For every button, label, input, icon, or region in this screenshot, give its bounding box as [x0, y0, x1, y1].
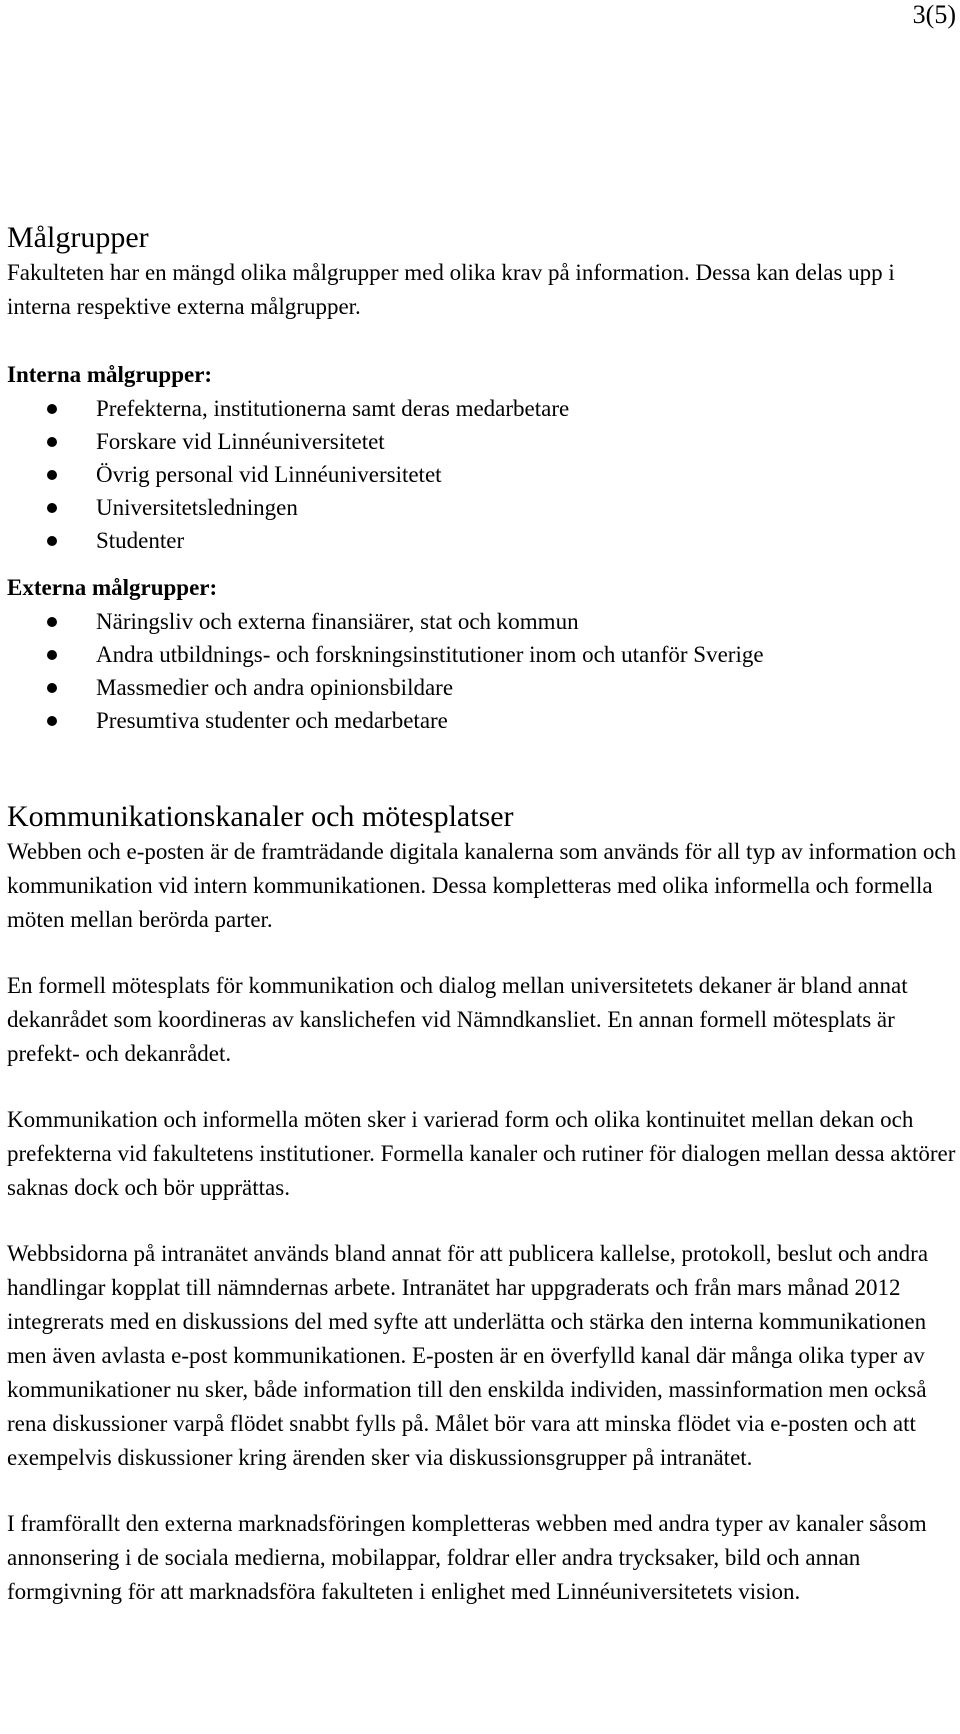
- bullet-icon: [47, 404, 57, 414]
- internal-groups-heading: Interna målgrupper:: [7, 362, 213, 387]
- list-item: Universitetsledningen: [7, 491, 957, 524]
- document-body: [7, 220, 957, 1609]
- bullet-icon: [47, 650, 57, 660]
- list-item: Studenter: [7, 524, 957, 557]
- list-item: Forskare vid Linnéuniversitetet: [7, 425, 957, 458]
- bullet-icon: [47, 683, 57, 693]
- malgrupper-heading: Målgrupper: [7, 221, 149, 254]
- kanaler-heading: Kommunikationskanaler och mötesplatser: [7, 800, 514, 833]
- list-item: Andra utbildnings- och forskningsinstitutioner inom och utanför Sverige: [7, 638, 957, 671]
- bullet-icon: [47, 536, 57, 546]
- kanaler-paragraph-1: Webben och e-posten är de framträdande digitala kanalerna som används för all typ av information och kommunikation vid intern kommunikationen. Dessa kompletteras med olika informella och formella möten mellan berörda parter.: [7, 839, 957, 932]
- bullet-icon: [47, 470, 57, 480]
- bullet-icon: [47, 437, 57, 447]
- list-item: Presumtiva studenter och medarbetare: [7, 704, 957, 737]
- kanaler-paragraph-5: I framförallt den externa marknadsföringen kompletteras webben med andra typer av kanaler såsom annonsering i de sociala medierna, mobilappar, foldrar eller andra trycksaker, bild och annan formgivning för att marknadsföra fakulteten i enlighet med Linnéuniversitetets vision.: [7, 1511, 927, 1604]
- kanaler-paragraph-4: Webbsidorna på intranätet används bland annat för att publicera kallelse, protokoll, beslut och andra handlingar kopplat till nämndernas arbete. Intranätet har uppgraderats och från mars månad 2012 integrerats med en diskussions del med syfte att underlätta och stärka den interna kommunikationen men även avlasta e-post kommunikationen. E-posten är en överfylld kanal där många olika typer av kommunikationer nu sker, både information till den enskilda individen, massinformation men också rena diskussioner varpå flödet snabbt fylls på. Målet bör vara att minska flödet via e-posten och att exempelvis diskussioner kring ärenden sker via diskussionsgrupper på intranätet.: [7, 1241, 929, 1470]
- bullet-icon: [47, 716, 57, 726]
- external-groups-heading: Externa målgrupper:: [7, 575, 218, 600]
- list-item: Näringsliv och externa finansiärer, stat och kommun: [7, 605, 957, 638]
- internal-groups-list: [7, 392, 957, 557]
- malgrupper-intro: Fakulteten har en mängd olika målgrupper med olika krav på information. Dessa kan delas upp i interna respektive externa målgrupper.: [7, 260, 895, 319]
- list-item: Övrig personal vid Linnéuniversitetet: [7, 458, 957, 491]
- bullet-icon: [47, 617, 57, 627]
- page-number: 3(5): [912, 0, 956, 29]
- bullet-icon: [47, 503, 57, 513]
- kanaler-paragraph-3: Kommunikation och informella möten sker i varierad form och olika kontinuitet mellan dekan och prefekterna vid fakultetens institutioner. Formella kanaler och rutiner för dialogen mellan dessa aktörer saknas dock och bör upprättas.: [7, 1107, 956, 1200]
- kanaler-paragraph-2: En formell mötesplats för kommunikation och dialog mellan universitetets dekaner är bland annat dekanrådet som koordineras av kanslichefen vid Nämndkansliet. En annan formell mötesplats är prefekt- och dekanrådet.: [7, 973, 908, 1066]
- list-item: Prefekterna, institutionerna samt deras medarbetare: [7, 392, 957, 425]
- list-item: Massmedier och andra opinionsbildare: [7, 671, 957, 704]
- external-groups-list: [7, 605, 957, 737]
